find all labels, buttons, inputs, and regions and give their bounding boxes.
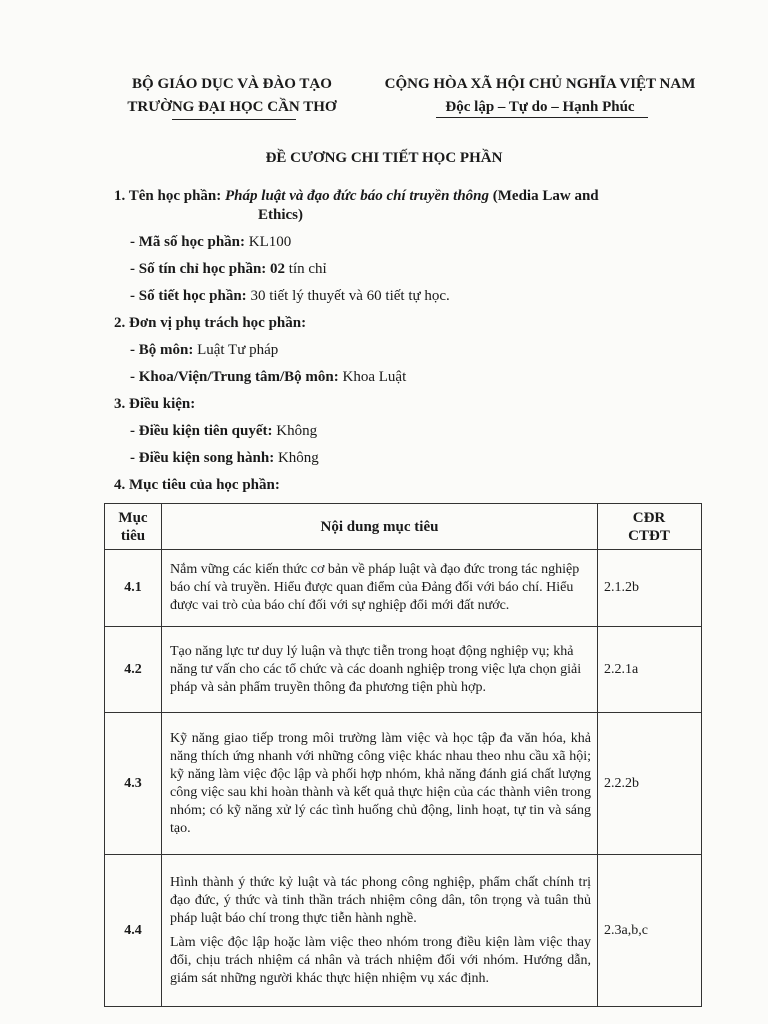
department-label: - Bộ môn: bbox=[130, 342, 194, 358]
objective-id: 4.3 bbox=[105, 713, 162, 855]
faculty-label: - Khoa/Viện/Trung tâm/Bộ môn: bbox=[130, 369, 339, 385]
table-row bbox=[105, 855, 702, 1007]
section1-line1 bbox=[114, 186, 599, 206]
faculty-line bbox=[130, 367, 406, 387]
outcome-code: 2.1.2b bbox=[598, 550, 702, 627]
objective-content bbox=[162, 713, 598, 855]
objective-content bbox=[162, 855, 598, 1007]
header-outcome-line2: CTĐT bbox=[628, 527, 670, 544]
ministry-header bbox=[108, 73, 356, 119]
university-underline bbox=[172, 119, 296, 120]
course-code-line bbox=[130, 232, 291, 252]
periods-label: - Số tiết học phần: bbox=[130, 288, 247, 304]
country-name: CỘNG HÒA XÃ HỘI CHỦ NGHĨA VIỆT NAM bbox=[384, 76, 696, 92]
table-row bbox=[105, 550, 702, 627]
header-outcome-line1: CĐR bbox=[632, 509, 666, 526]
objective-content bbox=[162, 550, 598, 627]
faculty-value: Khoa Luật bbox=[342, 369, 407, 385]
corequisite-label: - Điều kiện song hành: bbox=[130, 450, 275, 466]
objective-paragraph: Hình thành ý thức kỷ luật và tác phong công nghiệp, phẩm chất chính trị đạo đức, ý thức và tinh thần trách nhiệm công dân, tôn trọng và tuân thủ pháp luật báo chí trong thực tiễn hành nghề. bbox=[170, 874, 591, 926]
header-objective bbox=[105, 504, 162, 550]
objective-id: 4.4 bbox=[105, 855, 162, 1007]
prerequisite-value: Không bbox=[276, 423, 318, 439]
objective-paragraph: Nắm vững các kiến thức cơ bản về pháp luật và đạo đức trong tác nghiệp báo chí và truyền. Hiểu được quan điểm của Đảng đối với báo chí. Hiểu được vai trò của báo chí đối với sự nghiệp đổi mới đất nước. bbox=[170, 562, 580, 613]
table-header-row bbox=[105, 504, 702, 550]
department-value: Luật Tư pháp bbox=[197, 342, 279, 358]
section4-label: 4. Mục tiêu của học phần: bbox=[114, 477, 280, 493]
course-name-en-cont: Ethics) bbox=[258, 207, 303, 223]
objective-id: 4.2 bbox=[105, 627, 162, 713]
section2-label: 2. Đơn vị phụ trách học phần: bbox=[114, 315, 307, 331]
motto-underline bbox=[436, 117, 648, 118]
national-motto: Độc lập – Tự do – Hạnh Phúc bbox=[445, 99, 635, 115]
header-objective-line1: Mục bbox=[118, 509, 148, 526]
section1-label: 1. Tên học phần: bbox=[114, 188, 222, 204]
prerequisite-line bbox=[130, 421, 317, 441]
prerequisite-label: - Điều kiện tiên quyết: bbox=[130, 423, 273, 439]
periods-line bbox=[130, 286, 450, 306]
periods-value: 30 tiết lý thuyết và 60 tiết tự học. bbox=[250, 288, 450, 304]
course-code-label: - Mã số học phần: bbox=[130, 234, 246, 250]
document-title: ĐỀ CƯƠNG CHI TIẾT HỌC PHẦN bbox=[265, 150, 503, 166]
credits-line bbox=[130, 259, 327, 279]
corequisite-value: Không bbox=[277, 450, 319, 466]
objective-paragraph: Kỹ năng giao tiếp trong môi trường làm việc và học tập đa văn hóa, khả năng thích ứng nhanh với những công việc khác nhau theo nhu cầu xã hội; kỹ năng làm việc độc lập và phối hợp nhóm, khả năng đánh giá chất lượng công việc sau khi hoàn thành và kết quả thực hiện của các thành viên trong nhóm; có kỹ năng xử lý các tình huống chủ động, linh hoạt, tự tin và sáng tạo. bbox=[170, 730, 591, 836]
credits-label: - Số tín chỉ học phần: bbox=[130, 261, 267, 277]
outcome-code: 2.2.1a bbox=[598, 627, 702, 713]
section3-label: 3. Điều kiện: bbox=[114, 396, 196, 412]
header-objective-line2: tiêu bbox=[120, 527, 146, 544]
course-name-en: (Media Law and bbox=[492, 188, 599, 204]
objective-content bbox=[162, 627, 598, 713]
header-outcome bbox=[598, 504, 702, 550]
objectives-table bbox=[104, 503, 702, 1007]
ministry-name: BỘ GIÁO DỤC VÀ ĐÀO TẠO bbox=[132, 76, 332, 92]
table-row bbox=[105, 627, 702, 713]
credits-unit: tín chỉ bbox=[288, 261, 327, 277]
course-name: Pháp luật và đạo đức báo chí truyền thông bbox=[225, 188, 490, 204]
objective-paragraph: Làm việc độc lập hoặc làm việc theo nhóm trong điều kiện làm việc thay đổi, chịu trách nhiệm cá nhân và trách nhiệm đối với nhóm. Hướng dẫn, giám sát những người khác thực hiện nhiệm vụ xác định. bbox=[170, 934, 591, 986]
outcome-code: 2.2.2b bbox=[598, 713, 702, 855]
objective-id: 4.1 bbox=[105, 550, 162, 627]
header-content: Nội dung mục tiêu bbox=[162, 504, 598, 550]
outcome-code: 2.3a,b,c bbox=[598, 855, 702, 1007]
department-line bbox=[130, 340, 278, 360]
national-header bbox=[360, 73, 720, 119]
credits-value: 02 bbox=[270, 261, 286, 277]
objective-paragraph: Tạo năng lực tư duy lý luận và thực tiễn trong hoạt động nghiệp vụ; khả năng tư vấn cho các tổ chức và các doanh nghiệp trong việc lựa chọn giải pháp và sản phẩm truyền thông đa phương tiện phù hợp. bbox=[170, 643, 582, 695]
corequisite-line bbox=[130, 448, 319, 468]
table-row bbox=[105, 713, 702, 855]
university-name: TRƯỜNG ĐẠI HỌC CẦN THƠ bbox=[127, 99, 337, 115]
course-code-value: KL100 bbox=[248, 234, 292, 250]
